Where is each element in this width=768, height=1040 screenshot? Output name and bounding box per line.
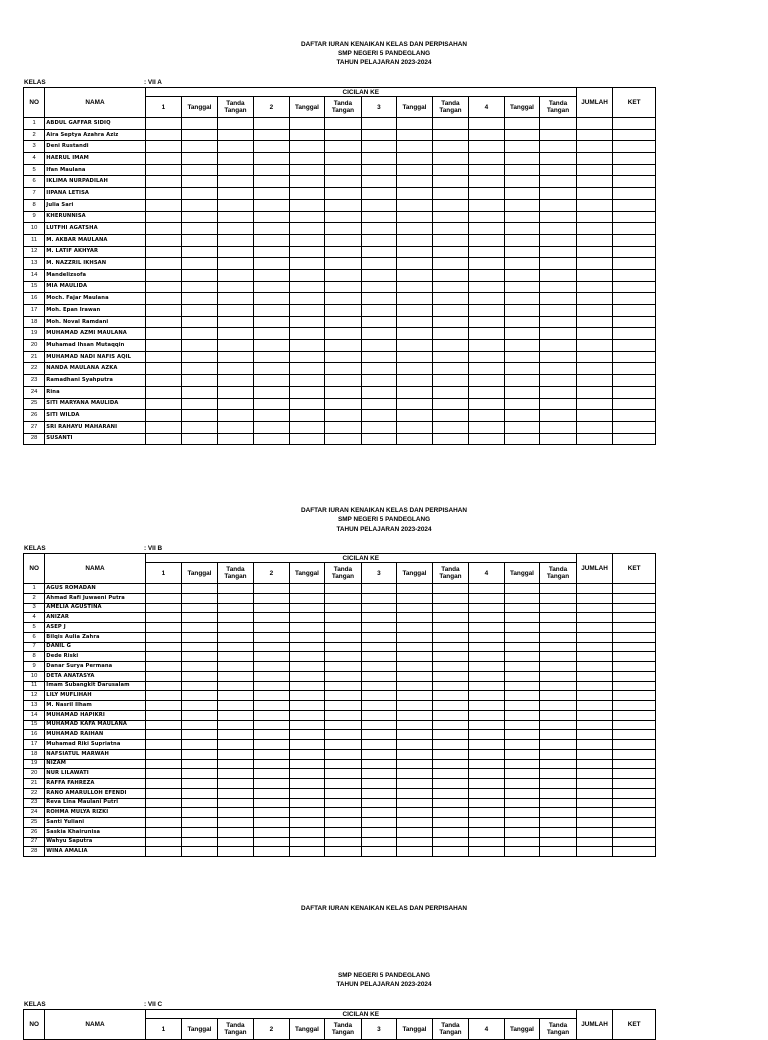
header-no: NO [24,554,45,584]
student-name: M. Nasril Ilham [45,701,145,711]
student-name: NIZAM [45,759,145,769]
row-number: 21 [24,351,45,363]
header-tanggal: Tanggal [182,97,218,118]
row-number: 5 [24,164,45,176]
header-tanggal: Tanggal [504,563,540,584]
row-number: 3 [24,141,45,153]
row-number: 20 [24,340,45,352]
kelas-value: : VII B [144,545,163,552]
row-number: 19 [24,328,45,340]
header-cicilan-2: 2 [254,97,290,118]
row-number: 8 [24,652,45,662]
header-cicilan-1: 1 [145,563,182,584]
row-number: 2 [24,129,45,141]
student-name: KHERUNNISA [45,211,145,223]
kelas-label: KELAS [24,545,46,552]
row-number: 11 [24,681,45,691]
header-tanda-tangan: Tanda Tangan [540,1019,577,1040]
row-number: 24 [24,808,45,818]
row-number: 8 [24,199,45,211]
student-name: Deni Rustandi [45,141,145,153]
row-number: 26 [24,827,45,837]
header-tanggal: Tanggal [504,97,540,118]
row-number: 1 [24,584,45,594]
row-number: 12 [24,246,45,258]
student-name: RANO AMARULLOH EFENDI [45,788,145,798]
student-name: RAFFA FAHREZA [45,779,145,789]
header-no: NO [24,88,45,118]
student-name: Aira Septya Azahra Aziz [45,129,145,141]
header-cicilan-ke: CICILAN KE [145,554,576,563]
student-name: Wahyu Saputra [45,837,145,847]
academic-year: TAHUN PELAJARAN 2023-2024 [336,526,432,533]
student-name: LILY MUFLIHAH [45,691,145,701]
row-number: 18 [24,316,45,328]
row-number: 6 [24,632,45,642]
row-number: 28 [24,847,45,857]
student-name: Muhamad Ihsan Mutaqqin [45,340,145,352]
header-cicilan-3: 3 [361,97,397,118]
row-number: 21 [24,779,45,789]
student-name: HAERUL IMAM [45,153,145,165]
row-number: 4 [24,153,45,165]
row-number: 20 [24,769,45,779]
header-cicilan-ke: CICILAN KE [145,1010,576,1019]
header-ket: KET [613,88,656,118]
header-tanggal: Tanggal [289,97,325,118]
header-jumlah: JUMLAH [576,88,613,118]
row-number: 27 [24,421,45,433]
row-number: 17 [24,305,45,317]
header-cicilan-4: 4 [469,1019,505,1040]
student-name: MUHAMAD HAPIKRI [45,710,145,720]
header-tanggal: Tanggal [397,97,433,118]
header-cicilan-4: 4 [469,563,505,584]
row-number: 4 [24,613,45,623]
row-number: 7 [24,642,45,652]
header-tanda-tangan: Tanda Tangan [325,563,362,584]
student-name: WINA AMALIA [45,847,145,857]
row-number: 24 [24,386,45,398]
row-number: 1 [24,118,45,130]
row-number: 16 [24,293,45,305]
school-name: SMP NEGERI 5 PANDEGLANG [337,972,431,979]
payment-table [23,1009,656,1040]
academic-year: TAHUN PELAJARAN 2023-2024 [336,981,432,988]
student-name: DANIL G [45,642,145,652]
header-tanda-tangan: Tanda Tangan [217,563,254,584]
student-name: Mandelizsofa [45,269,145,281]
row-number: 2 [24,593,45,603]
student-name: ABDUL GAFFAR SIDIQ [45,118,145,130]
header-tanda-tangan: Tanda Tangan [432,1019,469,1040]
header-tanda-tangan: Tanda Tangan [540,97,577,118]
row-number: 25 [24,818,45,828]
row-number: 14 [24,269,45,281]
student-name: M. AKBAR MAULANA [45,234,145,246]
row-number: 25 [24,398,45,410]
student-name: Saskia Khairunisa [45,827,145,837]
student-name: ROHMA MULYA RIZKI [45,808,145,818]
header-cicilan-ke: CICILAN KE [145,88,576,97]
kelas-value: : VII C [144,1001,163,1008]
student-name: SRI RAHAYU MAHARANI [45,421,145,433]
student-name: SITI MARYANA MAULIDA [45,398,145,410]
student-name: MUHAMAD KAFA MAULANA [45,720,145,730]
row-number: 9 [24,662,45,672]
student-name: Imam Subangkit Darusalam [45,681,145,691]
student-name: Danar Surya Permana [45,662,145,672]
header-cicilan-3: 3 [361,563,397,584]
student-name: MUHAMAD NADI NAFIS AQIL [45,351,145,363]
row-number: 19 [24,759,45,769]
header-tanda-tangan: Tanda Tangan [432,563,469,584]
row-number: 14 [24,710,45,720]
student-name: Dede Riski [45,652,145,662]
row-number: 27 [24,837,45,847]
row-number: 23 [24,375,45,387]
header-cicilan-3: 3 [361,1019,397,1040]
student-name: MUHAMAD AZMI MAULANA [45,328,145,340]
row-number: 7 [24,188,45,200]
student-name: Moh. Noval Ramdani [45,316,145,328]
student-name: Rina [45,386,145,398]
student-name: NAFSIATUL MARWAH [45,749,145,759]
kelas-label: KELAS [24,79,46,86]
header-no: NO [24,1010,45,1040]
header-cicilan-2: 2 [254,1019,290,1040]
student-name: Muhamad Riki Supriatna [45,740,145,750]
student-name: LUTFHI AGATSHA [45,223,145,235]
header-ket: KET [613,554,656,584]
kelas-value: : VII A [144,79,162,86]
student-name: NUR LILAWATI [45,769,145,779]
row-number: 22 [24,363,45,375]
document-title: DAFTAR IURAN KENAIKAN KELAS DAN PERPISAHAN [300,41,468,48]
student-name: Julia Sari [45,199,145,211]
header-tanggal: Tanggal [289,563,325,584]
student-name: AGUS ROMADAN [45,584,145,594]
header-tanggal: Tanggal [289,1019,325,1040]
student-name: Ramadhani Syahputra [45,375,145,387]
header-tanda-tangan: Tanda Tangan [217,97,254,118]
student-name: IIPANA LETISA [45,188,145,200]
header-tanggal: Tanggal [397,563,433,584]
header-nama: NAMA [45,1010,145,1040]
document-title: DAFTAR IURAN KENAIKAN KELAS DAN PERPISAHAN [300,507,468,514]
header-jumlah: JUMLAH [576,554,613,584]
student-name: NANDA MAULANA AZKA [45,363,145,375]
header-tanda-tangan: Tanda Tangan [540,563,577,584]
row-number: 22 [24,788,45,798]
row-number: 17 [24,740,45,750]
header-tanda-tangan: Tanda Tangan [325,97,362,118]
row-number: 13 [24,701,45,711]
school-name: SMP NEGERI 5 PANDEGLANG [337,516,431,523]
student-name: Ifan Maulana [45,164,145,176]
header-tanggal: Tanggal [504,1019,540,1040]
school-name: SMP NEGERI 5 PANDEGLANG [337,50,431,57]
student-name: Moch. Fajar Maulana [45,293,145,305]
header-tanggal: Tanggal [182,563,218,584]
row-number: 10 [24,671,45,681]
header-nama: NAMA [45,554,145,584]
row-number: 15 [24,281,45,293]
row-number: 15 [24,720,45,730]
student-name: MUHAMAD RAIHAN [45,730,145,740]
header-tanggal: Tanggal [182,1019,218,1040]
student-name: M. NAZZRIL IKHSAN [45,258,145,270]
student-name: DETA ANATASYA [45,671,145,681]
header-tanda-tangan: Tanda Tangan [432,97,469,118]
header-ket: KET [613,1010,656,1040]
header-jumlah: JUMLAH [576,1010,613,1040]
row-number: 16 [24,730,45,740]
header-cicilan-4: 4 [469,97,505,118]
row-number: 9 [24,211,45,223]
header-nama: NAMA [45,88,145,118]
kelas-label: KELAS [24,1001,46,1008]
student-name: Ahmad Rafi Juwaeni Putra [45,593,145,603]
row-number: 26 [24,410,45,422]
header-cicilan-1: 1 [145,97,182,118]
row-number: 28 [24,433,45,445]
header-tanda-tangan: Tanda Tangan [325,1019,362,1040]
row-number: 11 [24,234,45,246]
row-number: 5 [24,623,45,633]
student-name: Bilqis Aulia Zahra [45,632,145,642]
row-number: 6 [24,176,45,188]
row-number: 12 [24,691,45,701]
row-number: 18 [24,749,45,759]
header-cicilan-1: 1 [145,1019,182,1040]
student-name: SUSANTI [45,433,145,445]
row-number: 23 [24,798,45,808]
student-name: ASEP J [45,623,145,633]
student-name: ANIZAR [45,613,145,623]
student-name: Reva Lina Maulani Putri [45,798,145,808]
student-name: Santi Yuliani [45,818,145,828]
row-number: 10 [24,223,45,235]
row-number: 3 [24,603,45,613]
student-name: MIA MAULIDA [45,281,145,293]
academic-year: TAHUN PELAJARAN 2023-2024 [336,59,432,66]
header-tanggal: Tanggal [397,1019,433,1040]
header-tanda-tangan: Tanda Tangan [217,1019,254,1040]
student-name: Moh. Epan Irawan [45,305,145,317]
student-name: IKLIMA NURPADILAH [45,176,145,188]
student-name: M. LATIF AKHYAR [45,246,145,258]
header-cicilan-2: 2 [254,563,290,584]
student-name: SITI WILDA [45,410,145,422]
row-number: 13 [24,258,45,270]
student-name: AMELIA AGUSTINA [45,603,145,613]
document-title: DAFTAR IURAN KENAIKAN KELAS DAN PERPISAHAN [300,905,468,912]
